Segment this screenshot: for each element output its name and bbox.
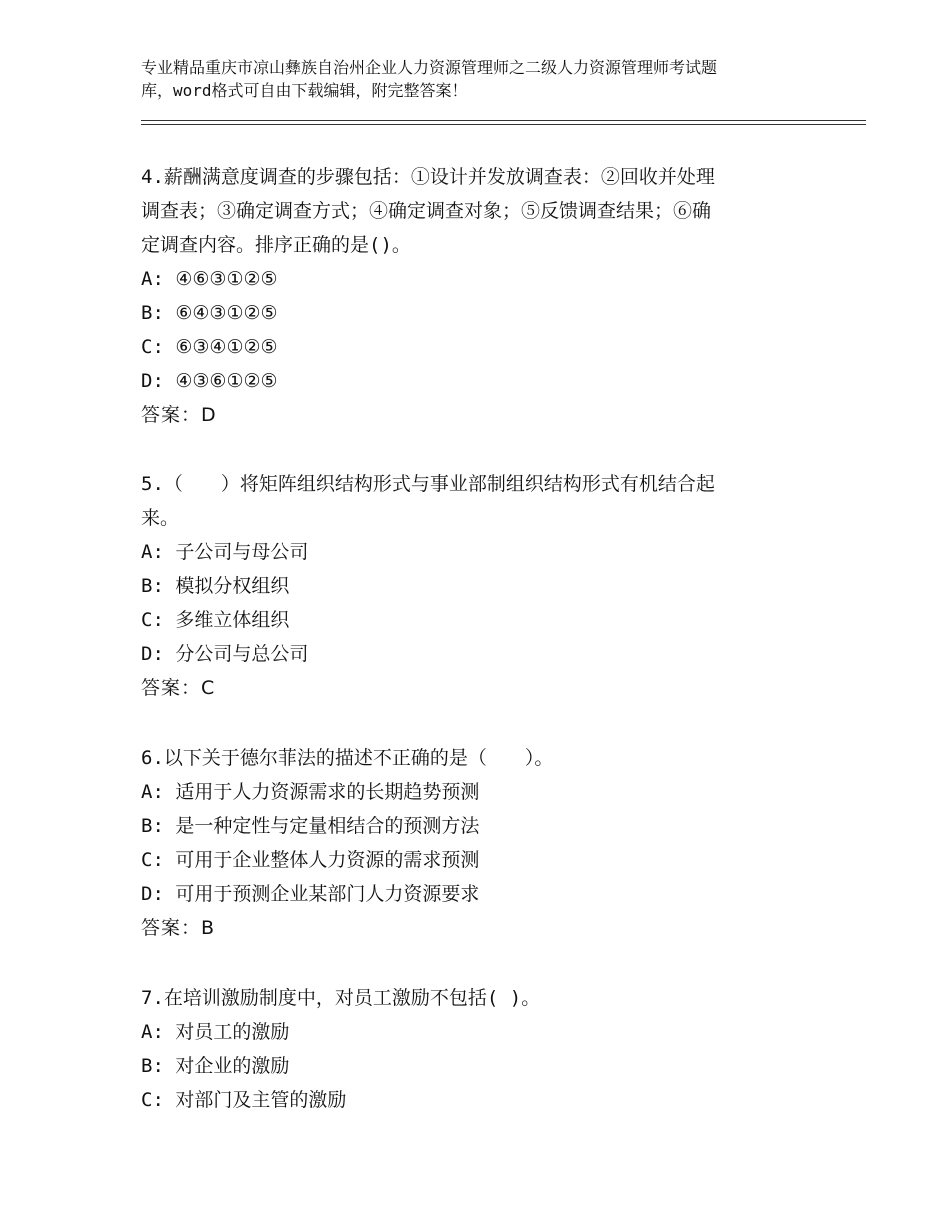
question-text-line: 6.以下关于德尔菲法的描述不正确的是（ ）。: [141, 747, 554, 769]
option-key: A:: [141, 1021, 164, 1043]
question-text-line: 5.（ ）将矩阵组织结构形式与事业部制组织结构形式有机结合起: [141, 473, 715, 495]
option-b: [141, 296, 801, 330]
option-key: C:: [141, 336, 164, 358]
option-key: D:: [141, 370, 164, 392]
question-text-line: 7.在培训激励制度中，对员工激励不包括( )。: [141, 987, 541, 1009]
option-a: [141, 775, 801, 809]
option-key: C:: [141, 849, 164, 871]
question-4: [141, 160, 801, 432]
option-text: 模拟分权组织: [175, 575, 290, 597]
option-text: 适用于人力资源需求的长期趋势预测: [175, 781, 480, 803]
option-b: [141, 1049, 801, 1083]
option-text: ④⑥③①②⑤: [175, 268, 278, 290]
option-text: 对企业的激励: [175, 1055, 290, 1077]
option-d: [141, 877, 801, 911]
document-header: [141, 56, 841, 102]
option-text: 对员工的激励: [175, 1021, 290, 1043]
question-text-line: 定调查内容。排序正确的是()。: [141, 234, 411, 256]
option-text: ④③⑥①②⑤: [175, 370, 278, 392]
option-b: [141, 569, 801, 603]
option-text: 子公司与母公司: [175, 541, 309, 563]
header-title-line-1: 专业精品重庆市凉山彝族自治州企业人力资源管理师之二级人力资源管理师考试题: [141, 58, 718, 77]
option-a: [141, 262, 801, 296]
option-key: D:: [141, 643, 164, 665]
answer-label: 答案：B: [141, 917, 216, 939]
option-key: B:: [141, 1055, 164, 1077]
option-key: B:: [141, 302, 164, 324]
option-a: [141, 1015, 801, 1049]
question-text-line: 调查表；③确定调查方式；④确定调查对象；⑤反馈调查结果；⑥确: [141, 200, 712, 222]
header-divider-top: [141, 120, 866, 121]
option-c: [141, 1083, 801, 1117]
option-b: [141, 809, 801, 843]
answer-label: 答案：C: [141, 677, 216, 699]
answer-label: 答案：D: [141, 404, 217, 426]
option-key: A:: [141, 268, 164, 290]
option-key: A:: [141, 781, 164, 803]
option-c: [141, 843, 801, 877]
option-c: [141, 603, 801, 637]
question-6: [141, 741, 801, 945]
option-text: 多维立体组织: [175, 609, 290, 631]
option-text: 分公司与总公司: [175, 643, 309, 665]
question-text-line: 来。: [141, 507, 180, 529]
option-key: B:: [141, 575, 164, 597]
option-text: ⑥④③①②⑤: [175, 302, 278, 324]
option-d: [141, 637, 801, 671]
option-c: [141, 330, 801, 364]
option-text: ⑥③④①②⑤: [175, 336, 278, 358]
question-7: [141, 981, 801, 1117]
option-d: [141, 364, 801, 398]
option-text: 可用于企业整体人力资源的需求预测: [175, 849, 480, 871]
question-5: [141, 467, 801, 705]
option-text: 是一种定性与定量相结合的预测方法: [175, 815, 480, 837]
option-text: 可用于预测企业某部门人力资源要求: [175, 883, 480, 905]
option-key: B:: [141, 815, 164, 837]
option-text: 对部门及主管的激励: [175, 1089, 347, 1111]
option-key: C:: [141, 1089, 164, 1111]
header-title-line-2: 库，word格式可自由下载编辑，附完整答案！: [141, 81, 468, 100]
option-a: [141, 535, 801, 569]
option-key: C:: [141, 609, 164, 631]
question-text-line: 4.薪酬满意度调查的步骤包括：①设计并发放调查表：②回收并处理: [141, 166, 715, 188]
option-key: D:: [141, 883, 164, 905]
header-divider-bottom: [141, 124, 866, 125]
option-key: A:: [141, 541, 164, 563]
